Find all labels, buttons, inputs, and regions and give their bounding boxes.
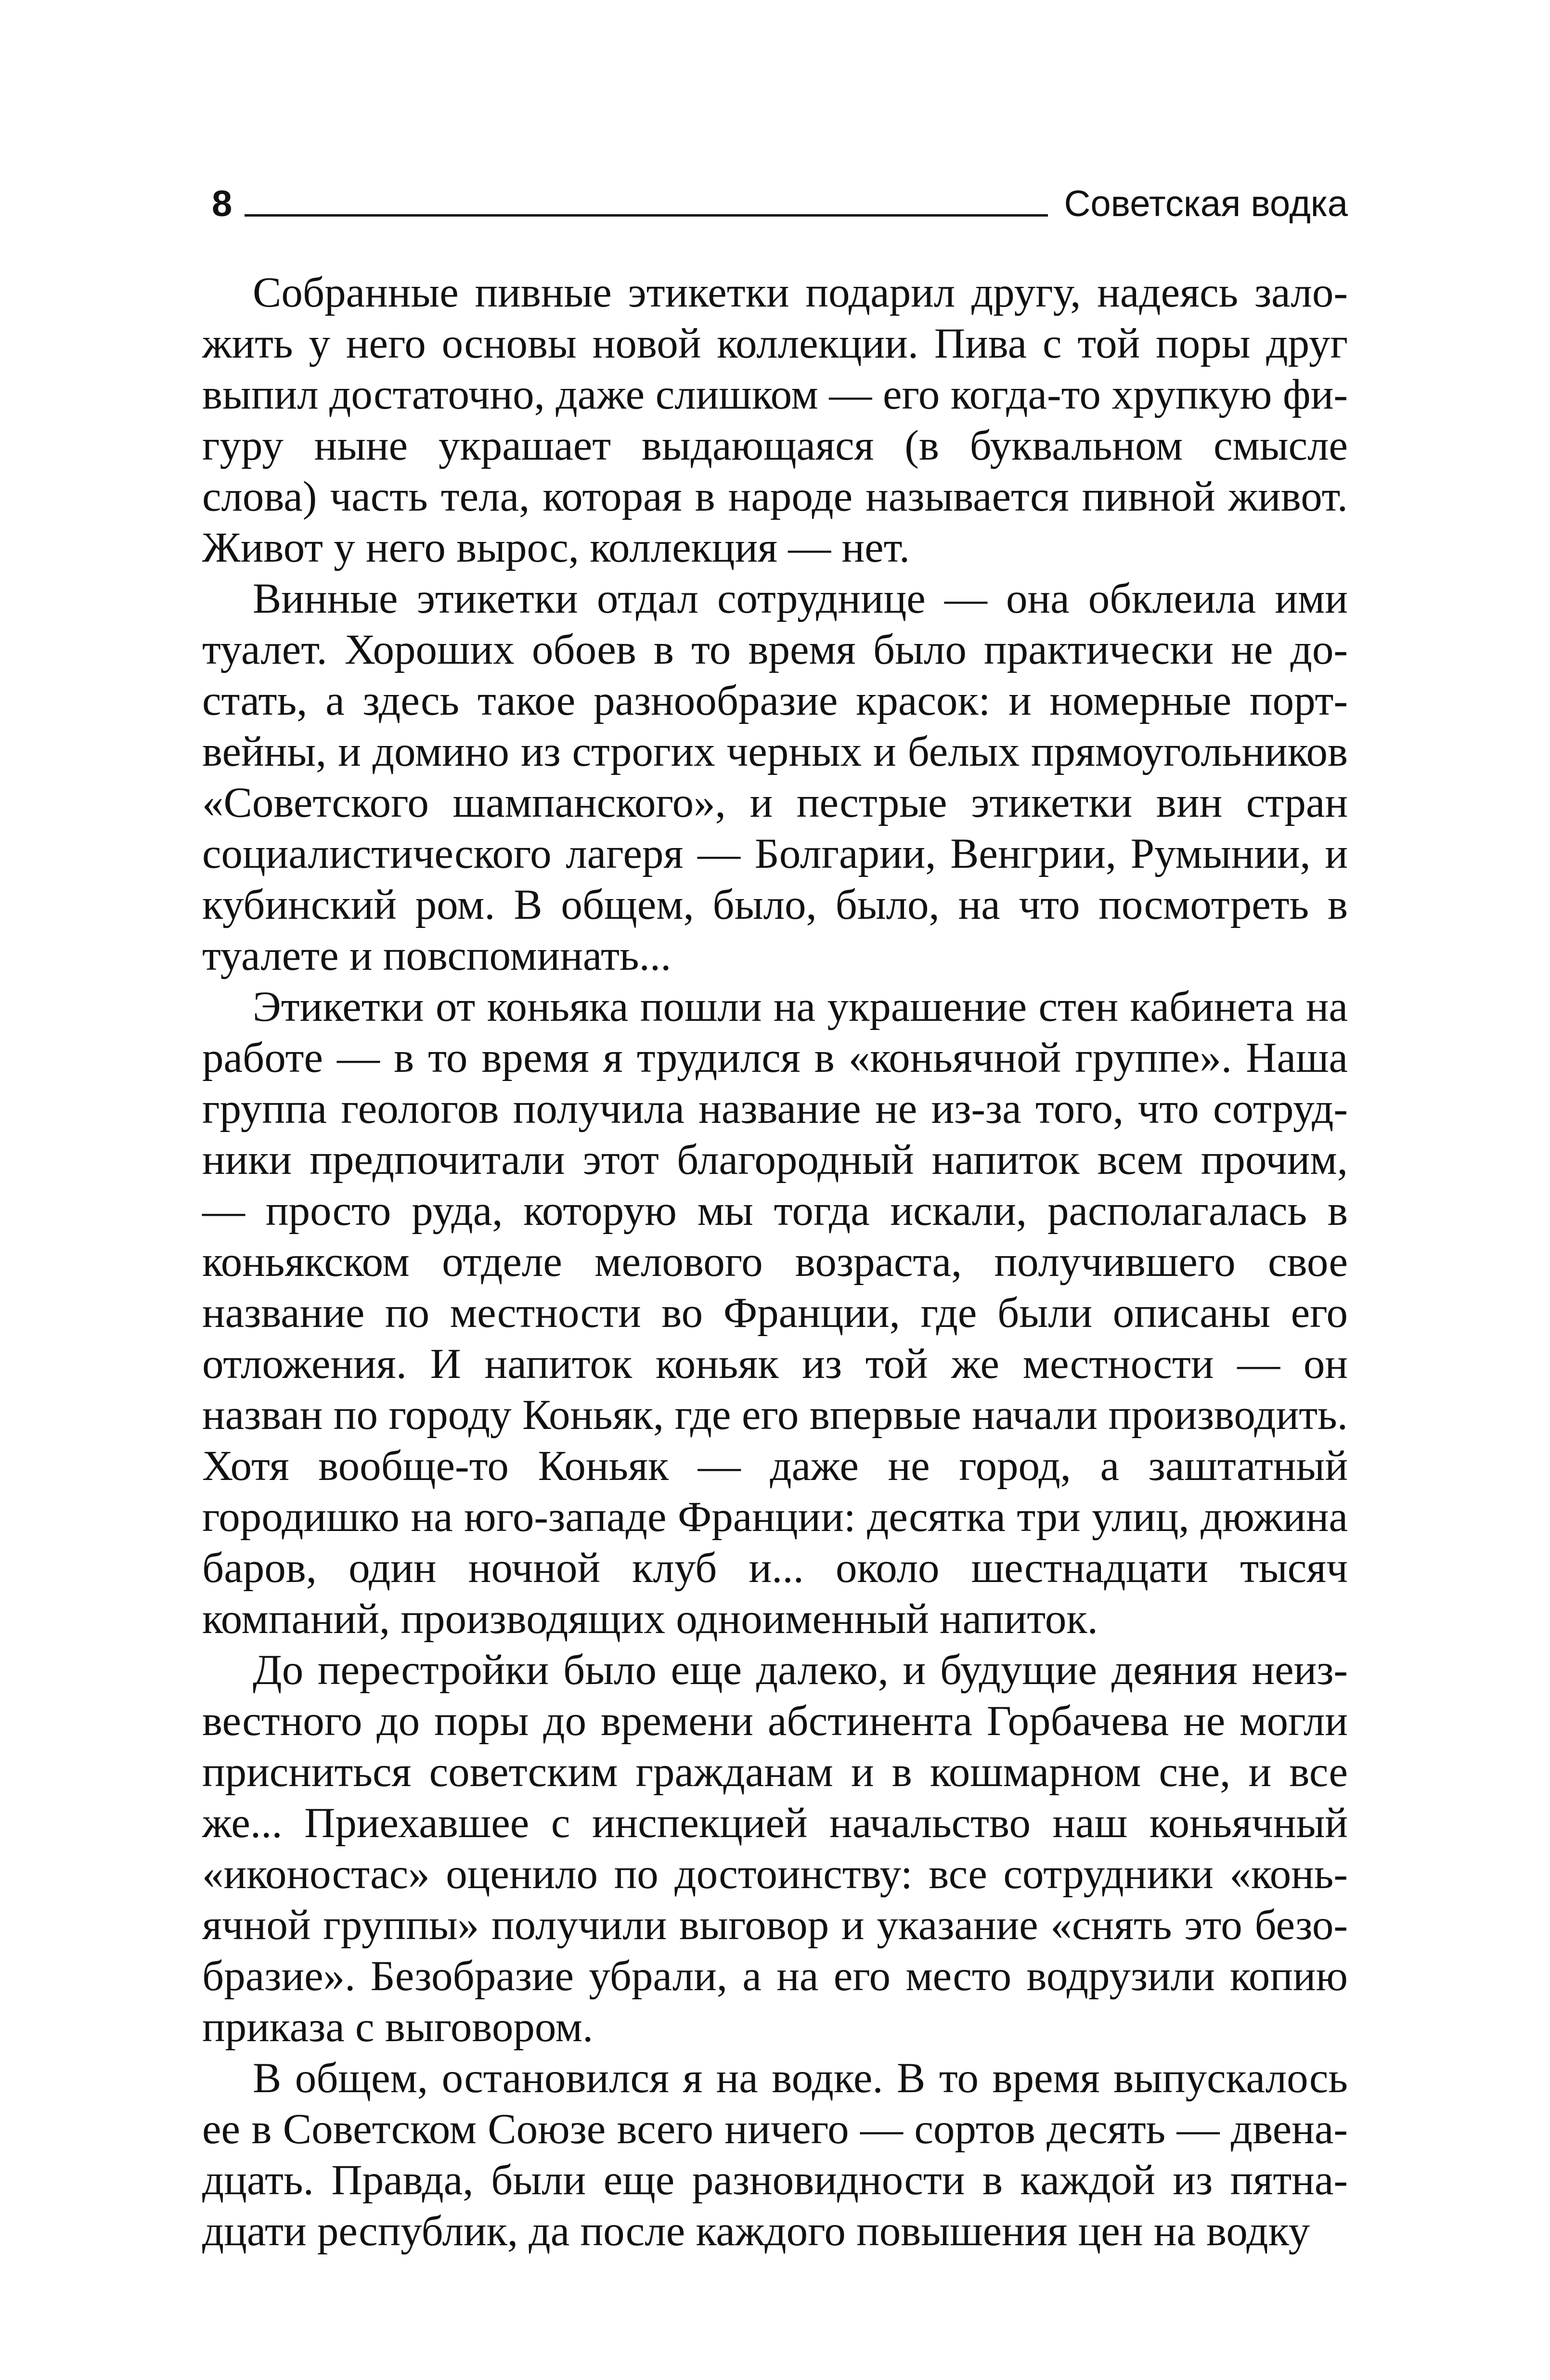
paragraph-2: Винные этикетки отдал сотруднице — она обклеила ими туалет. Хороших обоев в то время было практически не достать, а здесь такое разнообразие красок: и номерные портвейны, и домино из строгих черных и белых прямоугольников «Советского шампанского», и пестрые этикетки вин стран социалистического лагеря — Болгарии, Венгрии, Румынии, и кубинский ром. В общем, было, было, на что посмотреть в туалете и повспоминать... bbox=[202, 575, 1348, 979]
body-text bbox=[202, 267, 1348, 2257]
page-number: 8 bbox=[212, 183, 232, 224]
paragraph-5: В общем, остановился я на водке. В то время выпускалось ее в Советском Союзе всего ничего — сортов десять — двенадцать. Правда, были еще разновидности в каждой из пятнадцати республик, да после каждого повышения цен на водку bbox=[202, 2055, 1348, 2255]
book-title: Советская водка bbox=[1064, 183, 1348, 224]
header-rule bbox=[245, 214, 1047, 217]
running-header bbox=[212, 168, 1348, 226]
paragraph-3: Этикетки от коньяка пошли на украшение стен кабинета на работе — в то время я трудился в «коньячной группе». Наша группа геологов получила название не из-за того, что сотрудники предпочитали этот благородный напиток всем прочим, — просто руда, которую мы тогда искали, располагалась в коньякском отделе мелового возраста, получившего свое название по местности во Франции, где были описаны его отложения. И напиток коньяк из той же местности — он назван по городу Коньяк, где его впервые начали производить. Хотя вообще-то Коньяк — даже не город, а заштатный городишко на юго-западе Франции: десятка три улиц, дюжина баров, один ночной клуб и... около шестнадцати тысяч компаний, производящих одноименный напиток. bbox=[202, 983, 1348, 1643]
paragraph-1: Собранные пивные этикетки подарил другу, надеясь заложить у него основы новой коллекции. Пива с той поры друг выпил достаточно, даже слишком — его когда-то хрупкую фигуру ныне украшает выдающаяся (в буквальном смысле слова) часть тела, которая в народе называется пивной живот. Живот у него вырос, коллекция — нет. bbox=[202, 269, 1348, 571]
paragraph-4: До перестройки было еще далеко, и будущие деяния неизвестного до поры до времени абстинента Горбачева не могли присниться советским гражданам и в кошмарном сне, и все же... Приехавшее с инспекцией начальство наш коньячный «иконостас» оценило по достоинству: все сотрудники «коньячной группы» получили выговор и указание «снять это безобразие». Безобразие убрали, а на его место водрузили копию приказа с выговором. bbox=[202, 1647, 1348, 2051]
